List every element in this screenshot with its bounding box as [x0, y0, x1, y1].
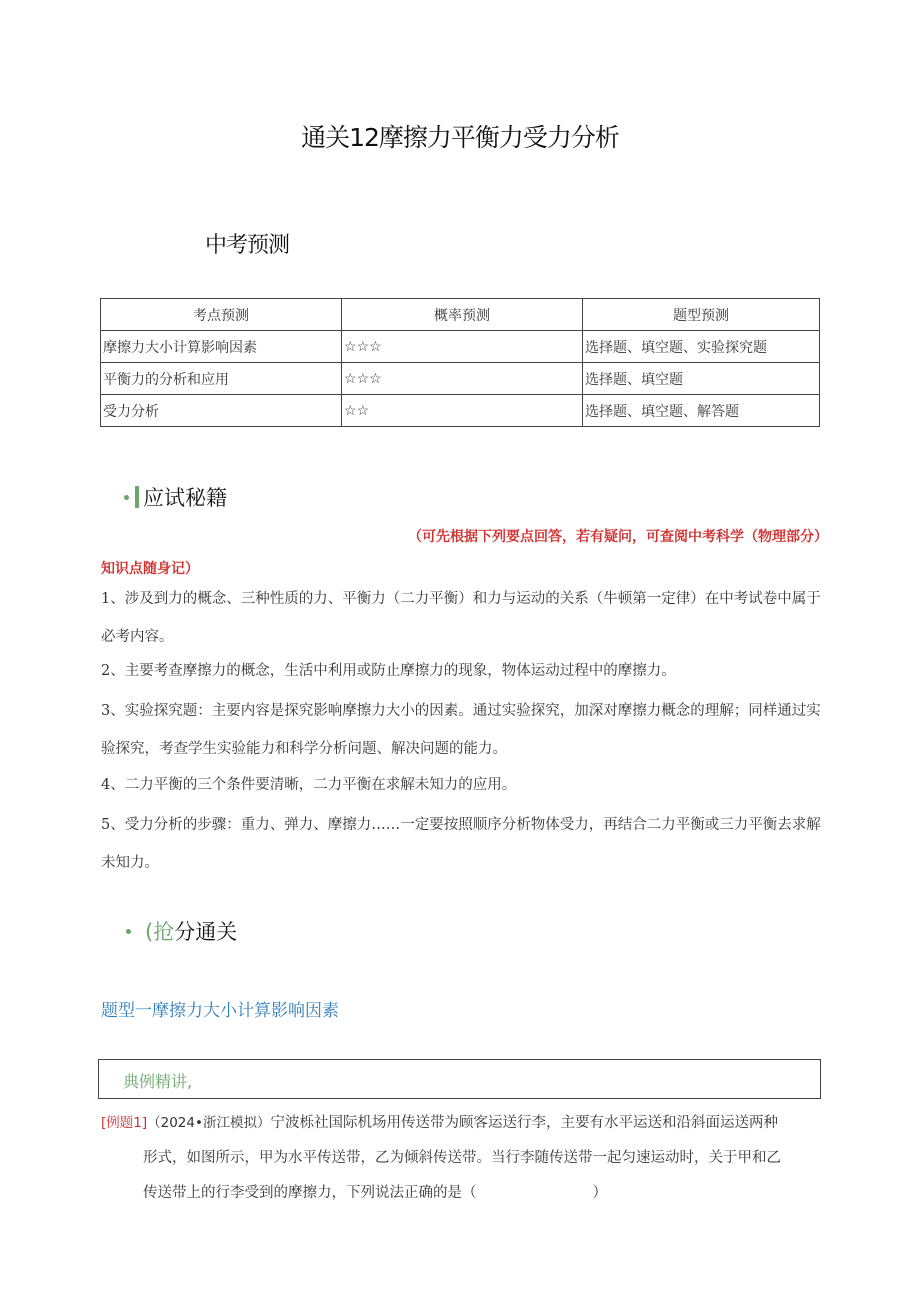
- example-source: （2024•浙江模拟）: [147, 1115, 271, 1131]
- page-title: 通关12摩擦力平衡力受力分析: [301, 123, 619, 152]
- tips-note-continued: 知识点随身记）: [101, 561, 199, 577]
- probability-cell: ☆☆☆: [342, 331, 583, 363]
- example-text-line: 形式，如图所示，甲为水平传送带，乙为倾斜传送带。当行李随传送带一起匀速运动时，关于甲和乙: [143, 1150, 781, 1166]
- tip-point: 1、涉及到力的概念、三种性质的力、平衡力（二力平衡）和力与运动的关系（牛顿第一定律）在中考试卷中属于必考内容。: [101, 591, 821, 645]
- example-box-label: 典例精讲,: [123, 1072, 193, 1091]
- table-row: [101, 331, 820, 363]
- tips-heading-row: [124, 482, 227, 512]
- quick-heading-prefix: (抢: [145, 920, 175, 944]
- topic-cell: 摩擦力大小计算影响因素: [101, 331, 342, 363]
- tips-note: （可先根据下列要点回答，若有疑问，可查阅中考科学（物理部分）: [408, 529, 828, 545]
- topic-cell: 受力分析: [101, 395, 342, 427]
- column-header: 概率预测: [342, 299, 583, 331]
- tip-point: 5、受力分析的步骤：重力、弹力、摩擦力……一定要按照顺序分析物体受力，再结合二力平衡或三力平衡去求解未知力。: [101, 817, 821, 871]
- bullet-dot-icon: [126, 929, 131, 934]
- tip-point: 2、主要考查摩擦力的概念，生活中利用或防止摩擦力的现象，物体运动过程中的摩擦力。: [101, 663, 676, 679]
- types-cell: 选择题、填空题、解答题: [583, 395, 820, 427]
- column-header: 题型预测: [583, 299, 820, 331]
- types-cell: 选择题、填空题: [583, 363, 820, 395]
- tip-point: 4、二力平衡的三个条件要清晰，二力平衡在求解未知力的应用。: [101, 777, 517, 793]
- example-text-line: 宁波栎社国际机场用传送带为顾客运送行李，主要有水平运送和沿斜面运送两种: [270, 1115, 778, 1131]
- types-cell: 选择题、填空题、实验探究题: [583, 331, 820, 363]
- table-row: [101, 363, 820, 395]
- table-row: [101, 395, 820, 427]
- example-text-line: 传送带上的行李受到的摩擦力，下列说法正确的是（ ）: [143, 1185, 607, 1201]
- forecast-table: [100, 298, 820, 427]
- type-heading: 题型一摩擦力大小计算影响因素: [101, 1001, 339, 1021]
- example-box: [98, 1059, 821, 1099]
- example-tag: [例题1]: [101, 1115, 148, 1131]
- probability-cell: ☆☆☆: [342, 363, 583, 395]
- bar-marker-icon: [135, 486, 139, 508]
- column-header: 考点预测: [101, 299, 342, 331]
- bullet-dot-icon: [124, 495, 129, 500]
- topic-cell: 平衡力的分析和应用: [101, 363, 342, 395]
- quick-heading: 分通关: [174, 920, 238, 944]
- tips-heading: 应试秘籍: [143, 486, 227, 510]
- quick-heading-row: [126, 916, 237, 946]
- table-header-row: [101, 299, 820, 331]
- forecast-heading: 中考预测: [205, 233, 290, 258]
- tip-point: 3、实验探究题：主要内容是探究影响摩擦力大小的因素。通过实验探究，加深对摩擦力概念的理解；同样通过实验探究，考查学生实验能力和科学分析问题、解决问题的能力。: [101, 703, 821, 757]
- probability-cell: ☆☆: [342, 395, 583, 427]
- example-question: [101, 1106, 826, 1211]
